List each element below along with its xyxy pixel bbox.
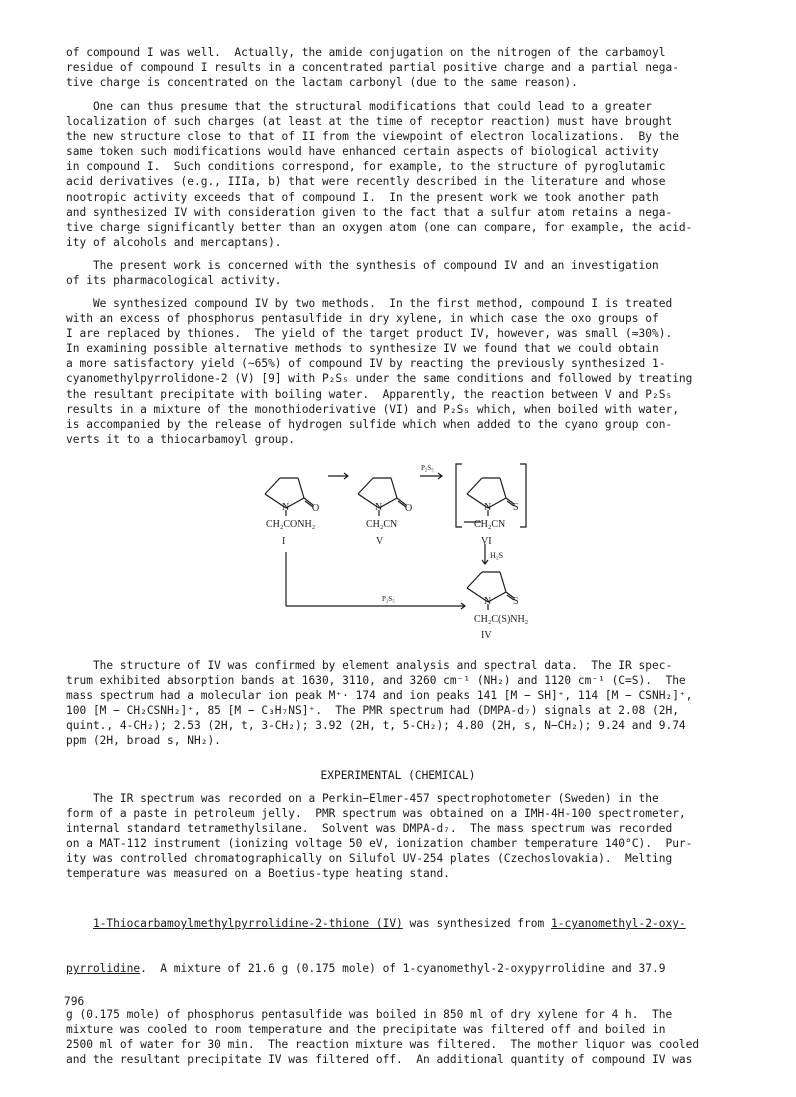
text-line: The IR spectrum was recorded on a Perkin−Elmer-457 spectrophotometer (Sweden) in the	[66, 792, 659, 805]
text-line: internal standard tetramethylsilane. Solvent was DMPA-d₇. The mass spectrum was recorded	[66, 822, 673, 836]
text-line: cyanomethylpyrrolidone-2 (V) [9] with P₂S₅ under the same conditions and followed by treating	[66, 372, 693, 386]
text-line: verts it to a thiocarbamoyl group.	[66, 432, 296, 446]
text-line: trum exhibited absorption bands at 1630, 3110, and 3260 cm⁻¹ (NH₂) and 1120 cm⁻¹ (C=S). The	[66, 674, 686, 688]
text-line: 2500 ml of water for 30 min. The reaction mixture was filtered. The mother liquor was cooled	[66, 1037, 700, 1051]
text-line: mass spectrum had a molecular ion peak M⁺· 174 and ion peaks 141 [M − SH]⁺, 114 [M − CSNH₂]⁺,	[66, 689, 693, 703]
ring-N-IV: N	[484, 596, 492, 607]
text-line: of its pharmacological activity.	[66, 274, 282, 288]
text-line: tive charge significantly better than an oxygen atom (one can compare, for example, the acid-	[66, 220, 693, 234]
text-line: In examining possible alternative methods to synthesize IV we found that we could obtain	[66, 342, 659, 356]
text-line: form of a paste in petroleum jelly. PMR spectrum was obtained on a IMH-4H-100 spectrometer,	[66, 807, 686, 821]
paragraph-structure-confirmation	[66, 658, 746, 749]
section-heading-experimental: EXPERIMENTAL (CHEMICAL)	[320, 769, 476, 782]
text-line: a more satisfactory yield (~65%) of compound IV by reacting the previously synthesized 1-	[66, 357, 666, 371]
text-line: ppm (2H, broad s, NH₂).	[66, 734, 221, 748]
text-line: mixture was cooled to room temperature and the precipitate was filtered off and boiled in	[66, 1022, 666, 1036]
carbonyl-O-V: O	[405, 503, 413, 514]
substituent-IV: CH₂C(S)NH₂	[474, 614, 529, 625]
thione-S-VI: S	[513, 502, 519, 513]
text-line: acid derivatives (e.g., IIIa, b) that were recently described in the literature and whose	[66, 175, 666, 189]
text-line: 100 [M − CH₂CSNH₂]⁺, 85 [M − C₃H₇NS]⁺. The PMR spectrum had (DMPA-d₇) signals at 2.08 (2H,	[66, 704, 679, 718]
text-line: same token such modifications would have enhanced certain aspects of biological activity	[66, 145, 659, 159]
thione-S-IV: S	[513, 596, 519, 607]
text-line: residue of compound I results in a concentrated partial positive charge and a partial nega-	[66, 61, 679, 75]
text-line: nootropic activity exceeds that of compound I. In the present work we took another path	[66, 190, 659, 204]
text-line: tive charge is concentrated on the lactam carbonyl (due to the same reason).	[66, 76, 578, 90]
text-line: temperature was measured on a Boetius-type heating stand.	[66, 867, 450, 881]
reagent-top: P₂S₅	[421, 464, 434, 472]
paragraph-present-work	[66, 258, 746, 288]
substituent-V: CH₂CN	[366, 519, 398, 530]
text-line: g (0.175 mole) of phosphorus pentasulfide was boiled in 850 ml of dry xylene for 4 h. The	[66, 1007, 673, 1021]
carbonyl-O-I: O	[312, 503, 320, 514]
text-line: results in a mixture of the monothioderivative (VI) and P₂S₅ which, when boiled with water,	[66, 402, 679, 416]
text-line: localization of such charges (at least at the time of receptor reaction) must have brought	[66, 115, 673, 129]
substituent-I: CH₂CONH₂	[266, 519, 316, 530]
text-line: We synthesized compound IV by two methods. In the first method, compound I is treated	[66, 297, 673, 310]
text-line: on a MAT-112 instrument (ionizing voltage 50 eV, ionization chamber temperature 140°C). Pur-	[66, 837, 693, 851]
page-number: 796	[64, 995, 85, 1008]
text-line: The present work is concerned with the synthesis of compound IV and an investigation	[66, 259, 659, 272]
paragraph-procedure: 1-Thiocarbamoylmethylpyrrolidine-2-thione (IV) was synthesized from 1-cyanomethyl-2-oxy- pyrrolidine. A mixture of 21.6 g (0.175 mole) of 1-cyanomethyl-2-oxypyrrolidine and 37.9 g (0.175 mole) of phosphorus pentasulfide was boiled in 850 ml of dry xylene for 4 h. The mixture was cooled to room temperature and the precipitate was filtered off and boiled in 2500 ml of water for 30 min. The reaction mixture was filtered. The mother liquor was cooled and the resultant precipitate IV was filtered off. An additional quantity of compound IV was	[66, 886, 746, 1097]
text-line: with an excess of phosphorus pentasulfide in dry xylene, in which case the oxo groups of	[66, 312, 659, 326]
reagent-down: H₂S	[490, 551, 504, 560]
text-line: One can thus presume that the structural modifications that could lead to a greater	[66, 100, 652, 113]
reagent-bottom: P₂S₅	[382, 595, 395, 603]
compound-title: 1-Thiocarbamoylmethylpyrrolidine-2-thione (IV)	[92, 917, 403, 931]
text-line: and the resultant precipitate IV was filtered off. An additional quantity of compound IV was	[66, 1053, 693, 1067]
substituent-VI: CH₂CN	[474, 519, 506, 530]
text-line: The structure of IV was confirmed by element analysis and spectral data. The IR spec-	[66, 659, 673, 672]
text-line: in compound I. Such conditions correspond, for example, to the structure of pyroglutamic	[66, 160, 666, 174]
label-IV: IV	[481, 630, 492, 641]
text-line: ity was controlled chromatographically on Silufol UV-254 plates (Czechoslovakia). Melting	[66, 852, 673, 866]
label-VI: VI	[481, 536, 492, 547]
text-line: of compound I was well. Actually, the amide conjugation on the nitrogen of the carbamoyl	[66, 46, 666, 59]
text-line: the new structure close to that of II from the viewpoint of electron localizations. By the	[66, 130, 679, 144]
text-line: and synthesized IV with consideration given to the fact that a sulfur atom retains a nega-	[66, 205, 673, 219]
label-I: I	[282, 536, 286, 547]
label-V: V	[376, 536, 384, 547]
ring-N-VI: N	[484, 502, 492, 513]
paragraph-localization	[66, 99, 746, 250]
paragraph-intro	[66, 45, 746, 90]
paragraph-instruments	[66, 791, 746, 882]
ring-N-I: N	[282, 502, 290, 513]
text-line: quint., 4-CH₂); 2.53 (2H, t, 3-CH₂); 3.92 (2H, t, 5-CH₂); 4.80 (2H, s, N−CH₂); 9.24 and 9.74	[66, 719, 686, 733]
reaction-scheme	[220, 452, 550, 652]
text-line: I are replaced by thiones. The yield of the target product IV, however, was small (≈30%).	[66, 327, 673, 341]
ring-N-V: N	[375, 502, 383, 513]
text-line: the resultant precipitate with boiling water. Apparently, the reaction between V and P₂S₅	[66, 387, 673, 401]
text-line: is accompanied by the release of hydrogen sulfide which when added to the cyano group con-	[66, 417, 673, 431]
text-line: ity of alcohols and mercaptans).	[66, 235, 282, 249]
paragraph-synthesis	[66, 296, 746, 447]
